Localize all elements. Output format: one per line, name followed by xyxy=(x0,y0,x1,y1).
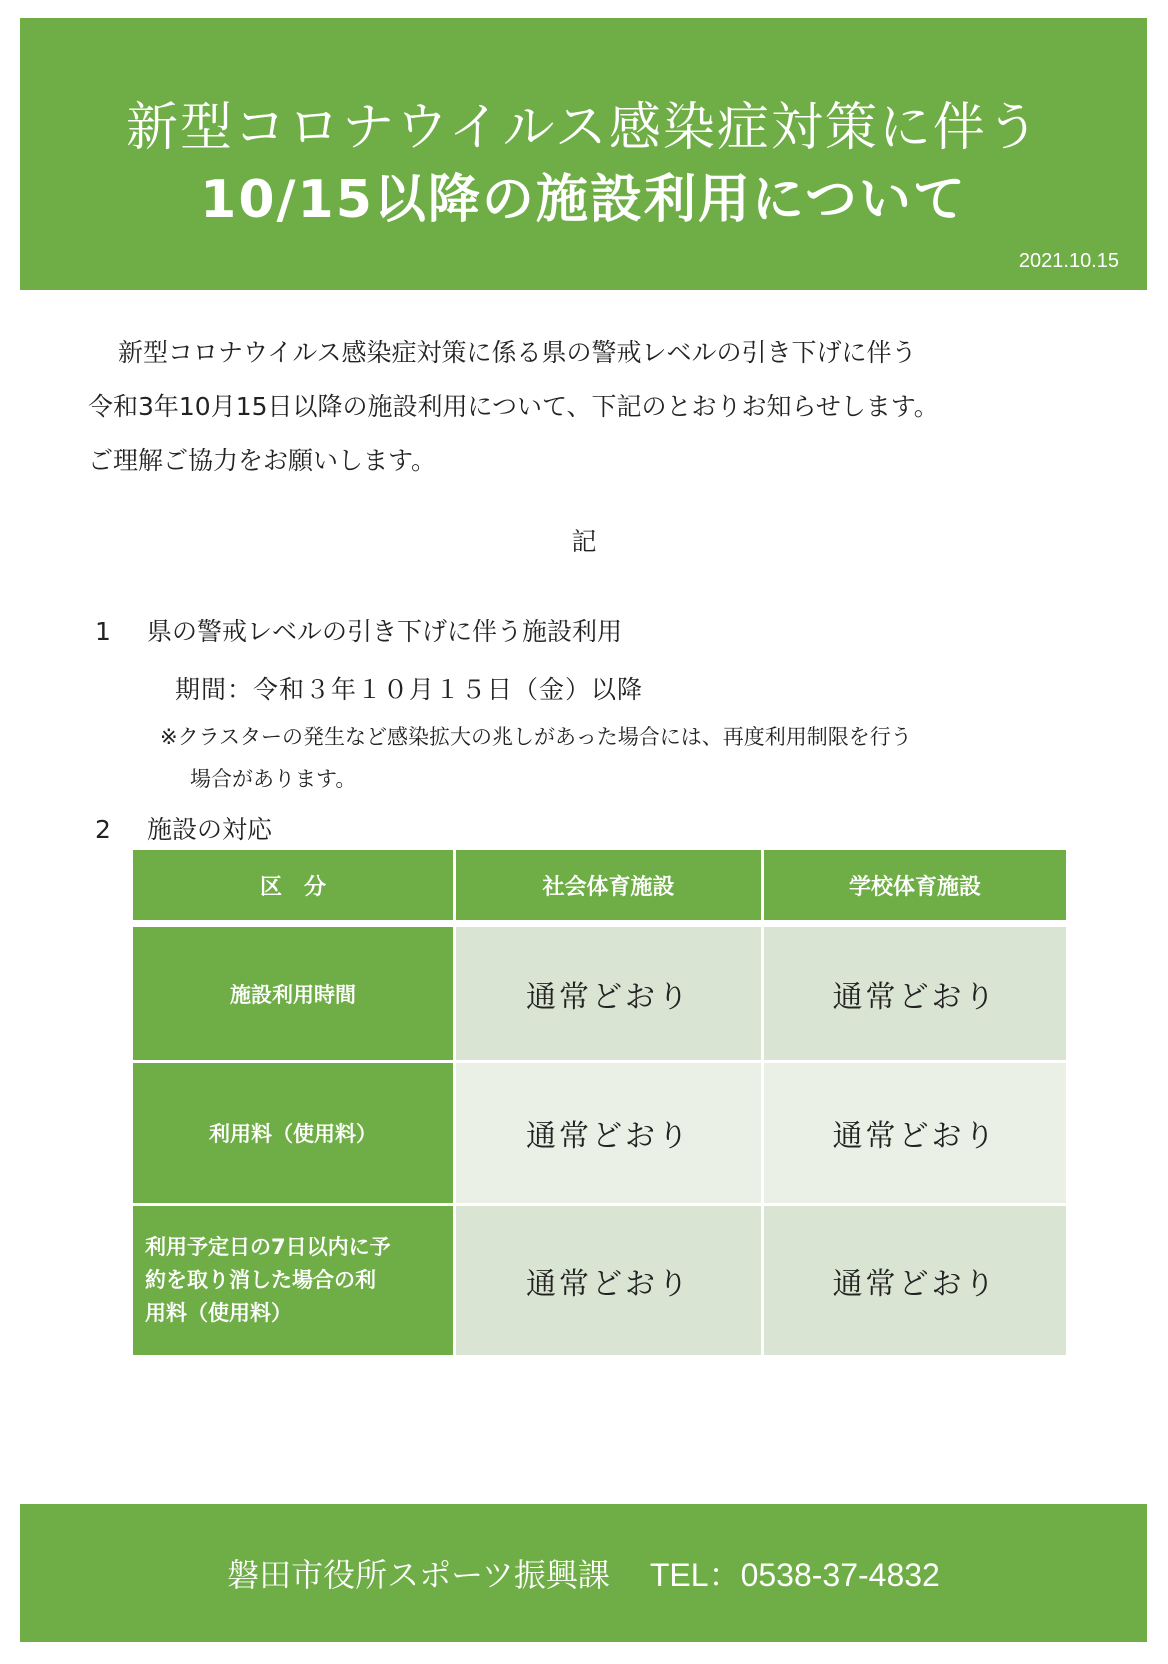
header-banner xyxy=(20,18,1147,290)
row-label-line-3: 用料（使用料） xyxy=(145,1301,292,1325)
row-label-line-2: 約を取り消した場合の利 xyxy=(145,1268,376,1292)
facility-table xyxy=(133,850,1066,1355)
phone-number: TEL：0538-37-4832 xyxy=(649,1557,940,1593)
header-category: 区 分 xyxy=(133,850,453,920)
note-line-1: ※クラスターの発生など感染拡大の兆しがあった場合には、再度利用制限を行う xyxy=(160,725,912,749)
header-school-facility: 学校体育施設 xyxy=(764,850,1066,920)
intro-line-1: 新型コロナウイルス感染症対策に係る県の警戒レベルの引き下げに伴う xyxy=(118,338,917,367)
school-facility-value: 通常どおり xyxy=(764,1206,1066,1355)
table-header-row xyxy=(133,850,1066,920)
intro-line-2: 令和3年10月15日以降の施設利用について、下記のとおりお知らせします。 xyxy=(88,392,939,421)
publish-date: 2021.10.15 xyxy=(1018,250,1119,272)
section-2-title: 施設の対応 xyxy=(147,815,273,844)
title-line-1: 新型コロナウイルス感染症対策に伴う xyxy=(126,98,1041,158)
table-row xyxy=(133,927,1066,1060)
school-facility-value: 通常どおり xyxy=(764,1063,1066,1203)
social-facility-value: 通常どおり xyxy=(456,1206,761,1355)
row-label xyxy=(133,1206,453,1355)
section-1-number: 1 xyxy=(95,617,111,646)
section-2-number: 2 xyxy=(95,815,111,844)
social-facility-value: 通常どおり xyxy=(456,927,761,1060)
intro-paragraph xyxy=(88,326,1088,488)
office-name: 磐田市役所スポーツ振興課 xyxy=(227,1556,610,1594)
note-text xyxy=(160,716,1080,800)
note-line-2: 場合があります。 xyxy=(190,767,357,791)
section-1-title: 県の警戒レベルの引き下げに伴う施設利用 xyxy=(147,617,623,646)
intro-line-3: ご理解ご協力をお願いします。 xyxy=(88,446,437,475)
social-facility-value: 通常どおり xyxy=(456,1063,761,1203)
ki-heading: 記 xyxy=(571,527,597,556)
section-1-heading xyxy=(95,612,622,648)
header-social-facility: 社会体育施設 xyxy=(456,850,761,920)
table-row xyxy=(133,1206,1066,1355)
page-title xyxy=(20,92,1147,236)
row-label: 利用料（使用料） xyxy=(133,1063,453,1203)
row-label-line-1: 利用予定日の7日以内に予 xyxy=(145,1235,391,1259)
period-text: 期間：令和３年１０月１５日（金）以降 xyxy=(175,675,644,704)
table-row xyxy=(133,1063,1066,1203)
row-label: 施設利用時間 xyxy=(133,927,453,1060)
school-facility-value: 通常どおり xyxy=(764,927,1066,1060)
footer-banner xyxy=(20,1504,1147,1642)
section-2-heading xyxy=(95,810,272,846)
title-line-2: 10/15以降の施設利用について xyxy=(200,170,967,230)
